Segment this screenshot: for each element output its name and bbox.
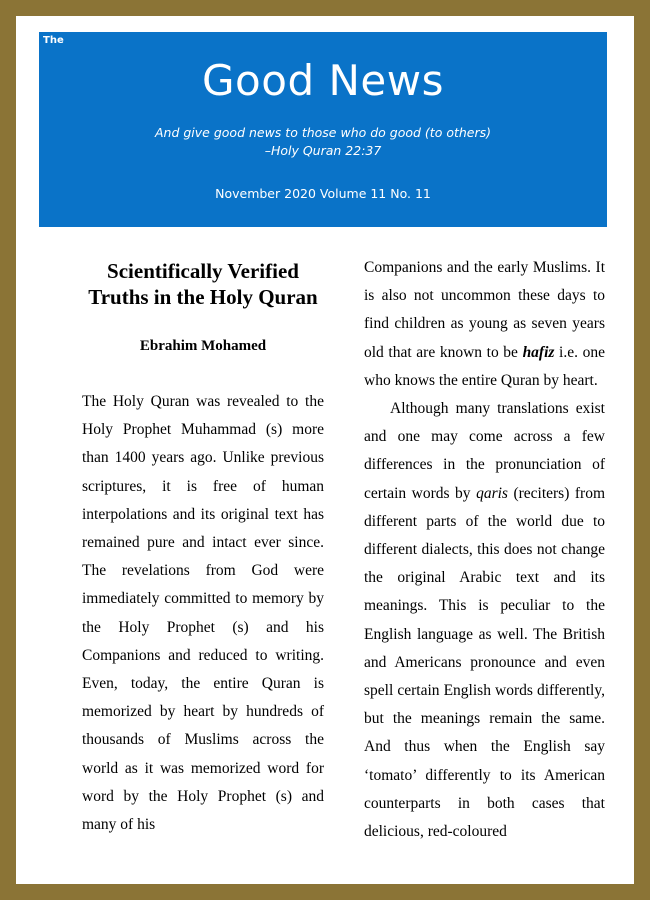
paragraph-text: Companions and the early Muslims. It is also not uncommon these days to find children as young as seven years old that are known to be [364,259,605,361]
masthead-title: Good News [202,56,444,105]
issue-info: November 2020 Volume 11 No. 11 [215,186,431,201]
term-hafiz: hafiz [522,343,555,361]
masthead-banner [39,32,607,227]
paragraph-text: (reciters) from different parts of the world due to different dialects, this does not change the original Arabic text and its meanings. This is peculiar to the English language as well. The British and Americans pronounce and even spell certain English words differently, but the meanings remain the same. And thus when the English say ‘tomato’ differently to its American counterparts in both cases that delicious, red-coloured [364,484,605,841]
article-paragraph [364,254,605,395]
tagline-quote: And give good news to those who do good (to others) [154,125,492,140]
paragraph-text: i.e. one who knows the entire Quran by heart. [364,343,605,389]
newsletter-page [16,16,634,884]
tagline-citation: –Holy Quran 22:37 [264,143,382,158]
article-title: Scientifically Verified Truths in the Holy Quran [88,259,318,309]
term-qaris: qaris [476,484,508,502]
article-author: Ebrahim Mohamed [139,338,267,354]
masthead-the-label: The [43,35,64,46]
left-column [82,256,324,839]
article-paragraph [364,395,605,846]
right-column [364,254,605,846]
article-paragraph: The Holy Quran was revealed to the Holy Prophet Muhammad (s) more than 1400 years ago. Unlike previous scriptures, it is free of human interpolations and its original text has remained pure and intact ever since. The revelations from God were immediately committed to memory by the Holy Prophet (s) and his Companions and reduced to writing. Even, today, the entire Quran is memorized by heart by hundreds of thousands of Muslims across the world as it was memorized word for word by the Holy Prophet (s) and many of his [82,393,324,834]
masthead-tagline [39,124,607,160]
paragraph-text: Although many translations exist and one may come across a few differences in the pronunciation of certain words by [364,400,605,502]
